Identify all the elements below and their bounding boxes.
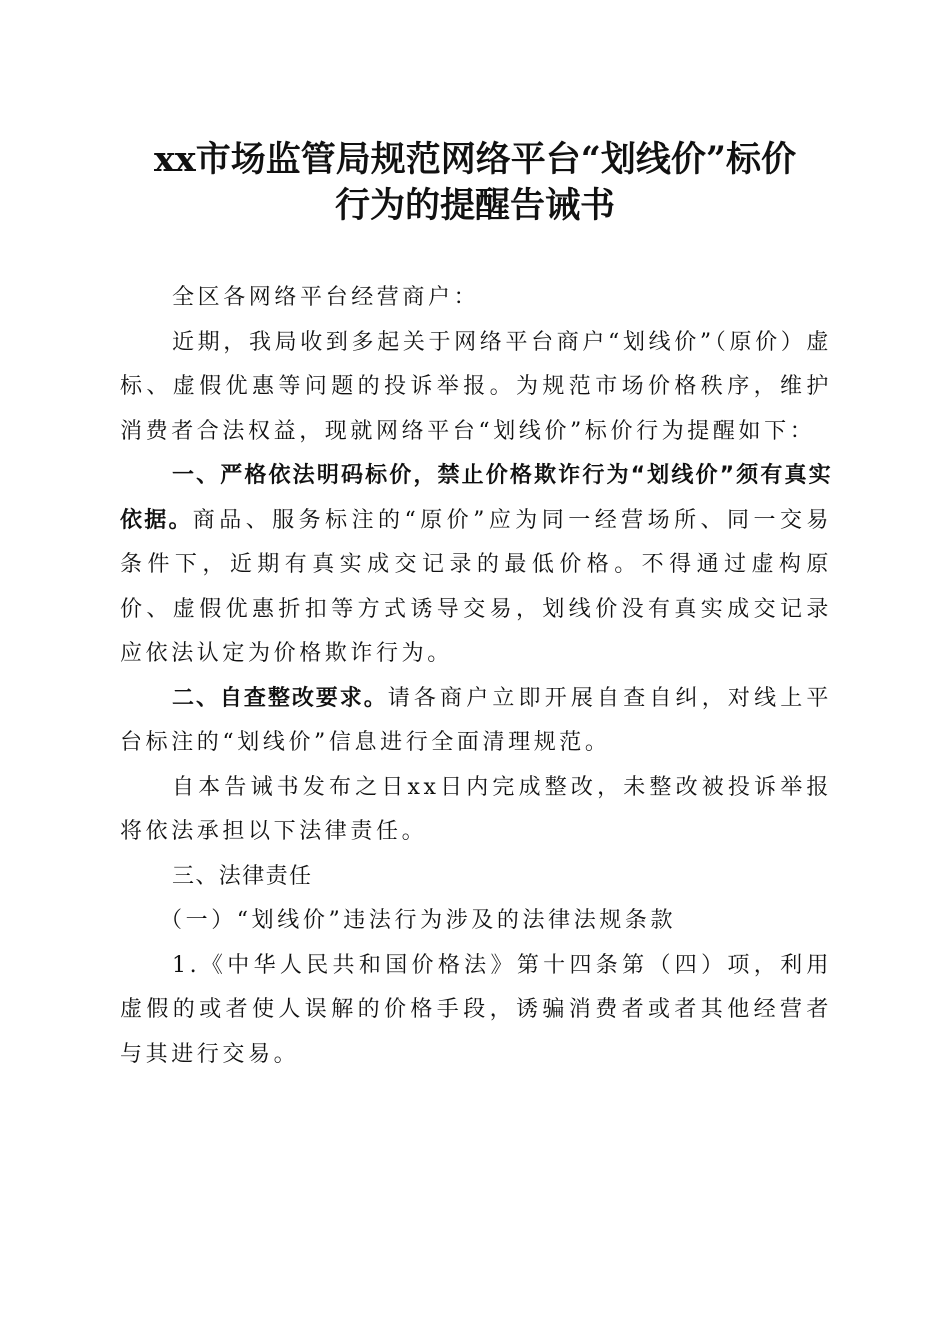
section-1-paragraph [120, 454, 832, 677]
section-2-heading: 二、自查整改要求。 [172, 685, 388, 711]
document-title-line-1: xx市场监管局规范网络平台“划线价”标价 [154, 139, 796, 180]
section-1-body: 商品、服务标注的“原价”应为同一经营场所、同一交易条件下，近期有真实成交记录的最低价格。不得通过虚构原价、虚假优惠折扣等方式诱导交易，划线价没有真实成交记录应依法认定为价格欺诈行为。 [120, 507, 833, 666]
document-title-line-2: 行为的提醒告诫书 [334, 185, 615, 226]
section-3-subheading: （一）“划线价”违法行为涉及的法律法规条款 [160, 908, 677, 933]
section-2-deadline: 自本告诫书发布之日xx日内完成整改，未整改被投诉举报将依法承担以下法律责任。 [120, 774, 832, 844]
salutation: 全区各网络平台经营商户： [172, 285, 480, 310]
document-body [120, 276, 832, 1077]
section-3-heading: 三、法律责任 [172, 863, 313, 889]
section-2-paragraph [120, 677, 832, 766]
section-1-heading: 一、严格依法明码标价，禁止价格欺诈行为“划线价”须有真实依据。 [120, 463, 832, 533]
section-2-body: 请各商户立即开展自查自纠，对线上平台标注的“划线价”信息进行全面清理规范。 [120, 685, 832, 755]
intro-paragraph: 近期，我局收到多起关于网络平台商户“划线价”（原价）虚标、虚假优惠等问题的投诉举报。为规范市场价格秩序，维护消费者合法权益，现就网络平台“划线价”标价行为提醒如下： [120, 329, 832, 444]
section-3-item-1: 1.《中华人民共和国价格法》第十四条第（四）项，利用虚假的或者使人误解的价格手段，诱骗消费者或者其他经营者与其进行交易。 [120, 952, 832, 1067]
